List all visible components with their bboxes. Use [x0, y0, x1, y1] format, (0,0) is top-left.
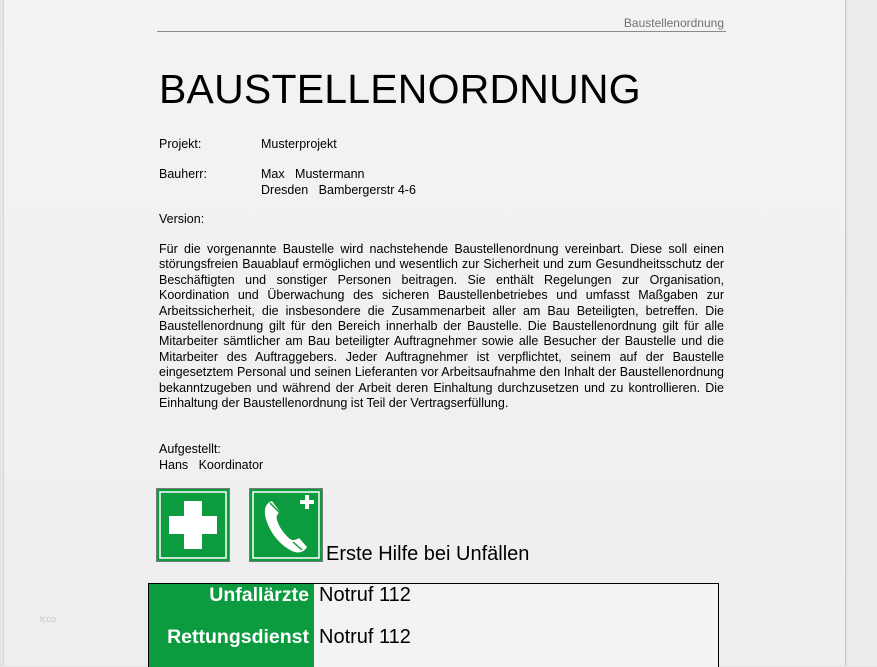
emergency-telephone-icon: [249, 488, 323, 562]
projekt-value: Musterprojekt: [261, 137, 337, 151]
document-title: BAUSTELLENORDNUNG: [159, 66, 641, 112]
emergency-table: [148, 583, 719, 667]
signature-label: Aufgestellt:: [159, 442, 221, 456]
first-aid-cross-icon: [156, 488, 230, 562]
running-header: Baustellenordnung: [623, 16, 724, 30]
bauherr-address: Dresden Bambergerstr 4-6: [261, 183, 416, 197]
table-row-label: Unfallärzte: [209, 584, 309, 606]
right-margin-strip: [848, 0, 877, 666]
first-aid-caption: Erste Hilfe bei Unfällen: [326, 543, 530, 565]
version-label: Version:: [159, 212, 205, 226]
table-row-value: Notruf 112: [319, 626, 411, 648]
projekt-label: Projekt:: [159, 137, 202, 151]
body-paragraph: Für die vorgenannte Baustelle wird nachstehende Baustellenordnung vereinbart. Diese soll einen störungsfreien Bauablauf ermöglichen und wesentlich zur Sicherheit und zum Gesundheitsschutz der Beschäftigten und sonstiger Personen beitragen. Sie enthält Regelungen zur Organisation, Koordination und Überwachung des sicheren Baustellenbetriebes und umfasst Maßgaben zur Arbeitssicherheit, die insbesondere die Zusammenarbeit aller am Bau Beteiligten, betreffen. Die Baustellenordnung gilt für den Bereich innerhalb der Baustelle. Die Baustellenordnung gilt für alle Mitarbeiter sämtlicher am Bau beteiligter Auftragnehmer sowie alle Besucher der Baustelle und die Mitarbeiter des Auftraggebers. Jeder Auftragnehmer ist verpflichtet, seinem auf der Baustelle eingesetztem Personal und seinen Lieferanten vor Arbeitsaufnahme den Inhalt der Baustellenordnung bekanntzugeben und während der Arbeit deren Einhaltung durchzusetzen und zu kontrollieren. Die Einhaltung der Baustellenordnung ist Teil der Vertragserfüllung.: [159, 242, 724, 411]
bauherr-label: Bauherr:: [159, 167, 207, 181]
table-row-value: Notruf 112: [319, 584, 411, 606]
document-page: [3, 0, 846, 666]
bauherr-name: Max Mustermann: [261, 167, 365, 181]
table-row-label: Rettungsdienst: [167, 626, 309, 648]
watermark: lcco: [40, 614, 57, 624]
header-rule: [157, 31, 726, 32]
signature-name: Hans Koordinator: [159, 458, 264, 472]
